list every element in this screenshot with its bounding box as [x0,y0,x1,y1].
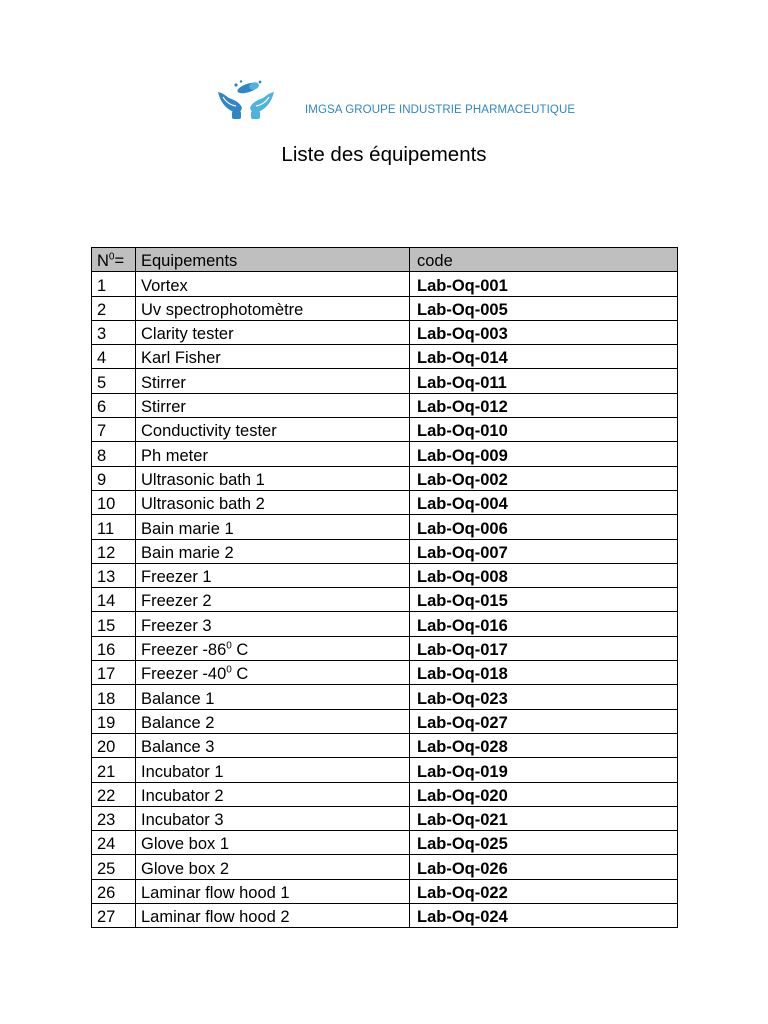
table-row [92,515,678,539]
document-header [214,78,634,120]
equipment-name: Ultrasonic bath 1 [136,466,410,490]
equipment-code: Lab-Oq-025 [410,831,678,855]
row-number: 1 [92,272,136,296]
equipment-code: Lab-Oq-019 [410,758,678,782]
column-header-code: code [410,248,678,272]
hands-cradling-capsule-icon [214,78,278,120]
equipment-name: Freezer $-86^0$ C [136,636,410,660]
equipment-code: Lab-Oq-007 [410,539,678,563]
equipment-name: Incubator 1 [136,758,410,782]
row-number: 18 [92,685,136,709]
equipment-code: Lab-Oq-022 [410,879,678,903]
equipment-code: Lab-Oq-027 [410,709,678,733]
row-number: 22 [92,782,136,806]
document-title: Liste des équipements [281,143,487,166]
equipment-name: Balance 1 [136,685,410,709]
table-body [92,272,678,928]
company-name: IMGSA GROUPE INDUSTRIE PHARMACEUTIQUE [305,104,576,116]
equipment-code: Lab-Oq-017 [410,636,678,660]
row-number: 8 [92,442,136,466]
equipment-code: Lab-Oq-023 [410,685,678,709]
row-number: 24 [92,831,136,855]
row-number: 11 [92,515,136,539]
row-number: 3 [92,320,136,344]
row-number: 27 [92,904,136,928]
equipment-name: Bain marie 1 [136,515,410,539]
row-number: 19 [92,709,136,733]
equipment-name: Laminar flow hood 2 [136,904,410,928]
row-number: 9 [92,466,136,490]
equipment-name: Freezer 2 [136,588,410,612]
equipment-name: Balance 2 [136,709,410,733]
table-row [92,636,678,660]
row-number: 10 [92,490,136,514]
equipment-name: Freezer $-40^0$ C [136,661,410,685]
equipment-code: Lab-Oq-009 [410,442,678,466]
equipment-name: Incubator 3 [136,806,410,830]
column-header-equipment: Equipements [136,248,410,272]
table-row [92,782,678,806]
equipment-code: Lab-Oq-014 [410,345,678,369]
table-row [92,588,678,612]
row-number: 26 [92,879,136,903]
table-row [92,733,678,757]
equipment-name: Conductivity tester [136,418,410,442]
table-row [92,758,678,782]
table-row [92,272,678,296]
row-number: 13 [92,563,136,587]
equipment-name: Laminar flow hood 1 [136,879,410,903]
table-row [92,393,678,417]
row-number: 17 [92,661,136,685]
table-row [92,490,678,514]
equipment-code: Lab-Oq-021 [410,806,678,830]
equipment-code: Lab-Oq-001 [410,272,678,296]
row-number: 5 [92,369,136,393]
equipment-name: Vortex [136,272,410,296]
row-number: 25 [92,855,136,879]
equipment-name: Ultrasonic bath 2 [136,490,410,514]
equipment-name: Ph meter [136,442,410,466]
equipment-name: Stirrer [136,369,410,393]
equipment-code: Lab-Oq-016 [410,612,678,636]
equipment-name: Bain marie 2 [136,539,410,563]
table-row [92,563,678,587]
table-row [92,369,678,393]
row-number: 2 [92,296,136,320]
row-number: 6 [92,393,136,417]
equipment-name: Freezer 3 [136,612,410,636]
equipment-code: Lab-Oq-018 [410,661,678,685]
equipment-code: Lab-Oq-002 [410,466,678,490]
table-row [92,806,678,830]
row-number: 12 [92,539,136,563]
table-row [92,685,678,709]
equipment-code: Lab-Oq-020 [410,782,678,806]
row-number: 15 [92,612,136,636]
table-row [92,466,678,490]
table-header-row [92,248,678,272]
table-row [92,612,678,636]
equipment-code: Lab-Oq-004 [410,490,678,514]
table-row [92,539,678,563]
row-number: 14 [92,588,136,612]
equipment-name: Karl Fisher [136,345,410,369]
equipment-table [91,247,678,928]
equipment-code: Lab-Oq-015 [410,588,678,612]
equipment-name: Uv spectrophotomètre [136,296,410,320]
equipment-code: Lab-Oq-024 [410,904,678,928]
row-number: 20 [92,733,136,757]
table-row [92,831,678,855]
equipment-name: Stirrer [136,393,410,417]
equipment-code: Lab-Oq-028 [410,733,678,757]
equipment-name: Freezer 1 [136,563,410,587]
table-row [92,296,678,320]
equipment-name: Glove box 2 [136,855,410,879]
equipment-name: Glove box 1 [136,831,410,855]
equipment-code: Lab-Oq-005 [410,296,678,320]
row-number: 7 [92,418,136,442]
equipment-name: Balance 3 [136,733,410,757]
table-row [92,709,678,733]
row-number: 4 [92,345,136,369]
table-row [92,904,678,928]
table-row [92,879,678,903]
table-row [92,345,678,369]
column-header-number: $N^0=$ [92,248,136,272]
equipment-code: Lab-Oq-003 [410,320,678,344]
table-row [92,442,678,466]
table-row [92,855,678,879]
equipment-code: Lab-Oq-010 [410,418,678,442]
row-number: 21 [92,758,136,782]
row-number: 16 [92,636,136,660]
equipment-code: Lab-Oq-012 [410,393,678,417]
row-number: 23 [92,806,136,830]
equipment-name: Incubator 2 [136,782,410,806]
equipment-code: Lab-Oq-008 [410,563,678,587]
equipment-code: Lab-Oq-011 [410,369,678,393]
table-row [92,418,678,442]
table-row [92,661,678,685]
equipment-code: Lab-Oq-026 [410,855,678,879]
table-row [92,320,678,344]
equipment-name: Clarity tester [136,320,410,344]
equipment-code: Lab-Oq-006 [410,515,678,539]
